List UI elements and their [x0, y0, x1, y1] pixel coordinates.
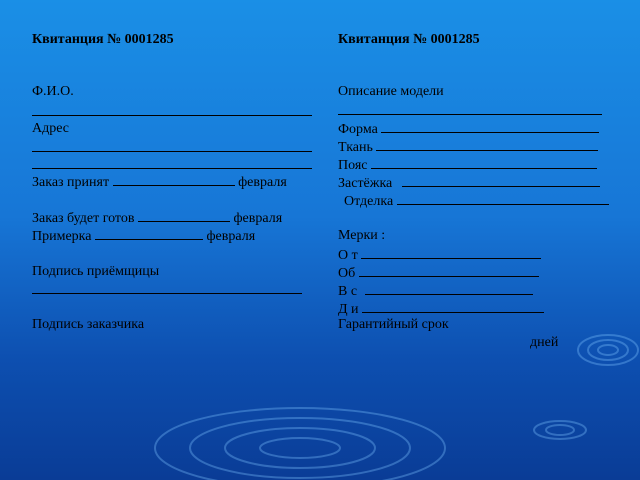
order-accepted-row	[32, 173, 287, 189]
shape-label: Форма	[338, 122, 378, 137]
fastener-label: Застёжка	[338, 176, 393, 191]
measurement-2-label: Об	[338, 266, 356, 281]
model-description-field[interactable]	[338, 114, 602, 115]
fitting-month: февраля	[206, 229, 256, 244]
fio-label: Ф.И.О.	[32, 84, 74, 99]
receipt-left-title: Квитанция № 0001285	[32, 32, 174, 47]
warranty-unit: дней	[530, 335, 559, 350]
measurement-row-4	[338, 300, 544, 316]
order-ready-label: Заказ будет готов	[32, 211, 135, 226]
order-ready-date-field[interactable]	[138, 209, 230, 222]
measurement-1-field[interactable]	[361, 246, 541, 259]
receipt-right-title: Квитанция № 0001285	[338, 32, 480, 47]
measurements-label: Мерки :	[338, 228, 386, 243]
belt-field[interactable]	[371, 156, 597, 169]
model-description-label: Описание модели	[338, 84, 444, 99]
fio-field[interactable]	[32, 115, 312, 116]
fastener-field[interactable]	[402, 174, 600, 187]
fitting-date-field[interactable]	[95, 227, 203, 240]
address-field-line-2[interactable]	[32, 168, 312, 169]
warranty-label: Гарантийный срок	[338, 317, 449, 332]
measurement-3-field[interactable]	[365, 282, 533, 295]
fitting-row	[32, 227, 255, 243]
order-accepted-month: февраля	[238, 175, 287, 190]
order-accepted-label: Заказ принят	[32, 175, 110, 190]
measurement-row-2	[338, 264, 539, 280]
receiver-signature-label: Подпись приёмщицы	[32, 264, 160, 279]
finishing-field[interactable]	[397, 192, 609, 205]
finishing-label: Отделка	[344, 194, 394, 209]
measurement-4-label: Д и	[338, 302, 359, 317]
fitting-label: Примерка	[32, 229, 92, 244]
order-ready-month: февраля	[233, 211, 283, 226]
order-accepted-date-field[interactable]	[113, 173, 235, 186]
measurement-3-label: В с	[338, 284, 358, 299]
measurement-2-field[interactable]	[359, 264, 539, 277]
belt-row	[338, 156, 597, 172]
fabric-label: Ткань	[338, 140, 373, 155]
customer-signature-label: Подпись заказчика	[32, 317, 145, 332]
measurement-4-field[interactable]	[362, 300, 544, 313]
address-field-line-1[interactable]	[32, 151, 312, 152]
shape-field[interactable]	[381, 120, 599, 133]
order-ready-row	[32, 209, 282, 225]
address-label: Адрес	[32, 121, 70, 136]
fabric-field[interactable]	[376, 138, 598, 151]
measurement-row-3	[338, 282, 533, 298]
shape-row	[338, 120, 599, 136]
measurement-1-label: О т	[338, 248, 358, 263]
measurement-row-1	[338, 246, 541, 262]
receiver-signature-field[interactable]	[32, 293, 302, 294]
fabric-row	[338, 138, 598, 154]
belt-label: Пояс	[338, 158, 368, 173]
fastener-row	[338, 174, 600, 190]
finishing-row	[344, 192, 609, 208]
